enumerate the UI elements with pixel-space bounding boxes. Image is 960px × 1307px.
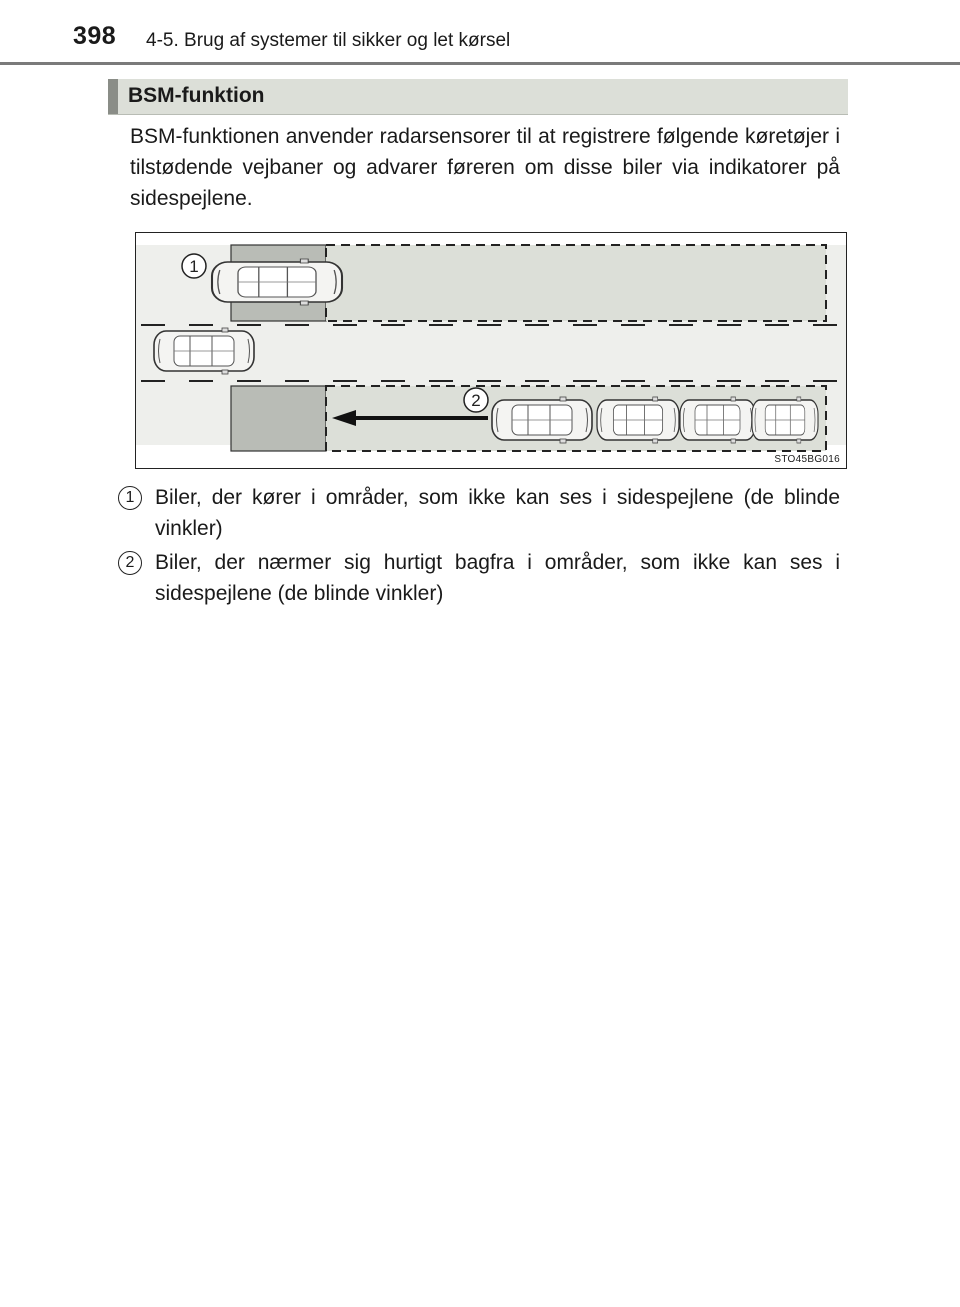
section-header [108, 79, 848, 115]
list-number-2: 2 [118, 551, 142, 575]
callout-2-label: 2 [471, 391, 481, 410]
car-following-2 [680, 397, 755, 443]
list-item-2 [118, 547, 840, 609]
bsm-diagram-svg [136, 233, 846, 468]
figure-code: STO45BG016 [774, 454, 840, 465]
list-text-2: Biler, der nærmer sig hurtigt bagfra i områder, som ikke kan ses i sidespejlene (de blinde vinkler) [155, 551, 840, 605]
car-blind-spot [212, 259, 342, 305]
bsm-diagram [135, 232, 847, 469]
page-number: 398 [73, 22, 117, 50]
running-head: 4-5. Brug af systemer til sikker og let kørsel [146, 30, 511, 51]
callout-1-label: 1 [189, 257, 199, 276]
list-item-1 [118, 482, 840, 544]
section-accent [108, 79, 118, 114]
header-rule [0, 62, 960, 65]
car-following-1 [597, 397, 679, 443]
own-car [154, 328, 254, 374]
detection-zone-upper [326, 245, 826, 321]
car-approaching [492, 397, 592, 443]
section-title: BSM-funktion [128, 84, 265, 107]
car-following-3 [752, 397, 818, 443]
blind-zone-lower [231, 386, 326, 451]
list-text-1: Biler, der kører i områder, som ikke kan ses i sidespejlene (de blinde vinkler) [155, 486, 840, 540]
list-number-1: 1 [118, 486, 142, 510]
intro-paragraph: BSM-funktionen anvender radarsensorer til at registrere følgende køretøjer i tilstødende vejbaner og advarer føreren om disse biler via indikatorer på sidespejlene. [130, 125, 840, 210]
